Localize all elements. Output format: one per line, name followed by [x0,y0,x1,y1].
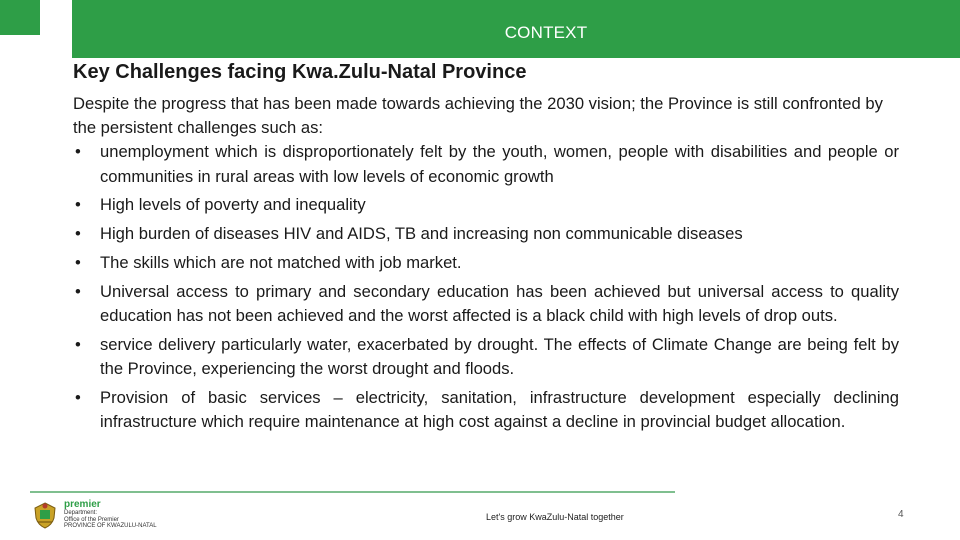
list-item-text: Provision of basic services – electricity, sanitation, infrastructure development especially declining infrastructure which require maintenance at high cost against a decline in provincial budget allocation. [100,387,899,431]
list-item [73,386,899,434]
org-line-1: Department: [64,510,98,516]
list-item-text: service delivery particularly water, exacerbated by drought. The effects of Climate Change are being felt by the Province, experiencing the worst drought and floods. [100,334,899,378]
list-item [73,193,899,217]
page-heading: Key Challenges facing Kwa.Zulu-Natal Province [73,61,527,83]
footer-tagline: Let's grow KwaZulu-Natal together [486,512,624,522]
list-item [73,280,899,328]
bullet-icon: • [75,195,81,215]
bullet-icon: • [75,387,81,407]
bullet-icon: • [75,253,81,272]
list-item-text: High levels of poverty and inequality [100,195,366,215]
corner-accent-square [0,0,40,35]
org-line-3: PROVINCE OF KWAZULU-NATAL [64,523,157,529]
body-content [73,92,899,434]
intro-paragraph: Despite the progress that has been made towards achieving the 2030 vision; the Province is still confronted by the persistent challenges such as: [73,94,883,138]
coat-of-arms-icon [30,500,60,530]
bullet-icon: • [75,334,81,354]
list-item-text: High burden of diseases HIV and AIDS, TB and increasing non communicable diseases [100,224,743,244]
footer-org-block [64,499,157,530]
footer-divider [30,491,675,493]
list-item [73,333,899,381]
org-name: premier [64,499,101,510]
page-number: 4 [898,509,904,520]
list-item [73,140,899,188]
challenge-list [73,140,899,434]
bullet-icon: • [75,142,81,162]
bullet-icon: • [75,281,81,301]
header-title: CONTEXT [504,23,588,42]
list-item [73,251,899,275]
list-item [73,222,899,246]
list-item-text: unemployment which is disproportionately felt by the youth, women, people with disabilities and people or communities in rural areas with low levels of economic growth [100,142,899,186]
list-item-text: Universal access to primary and secondary education has been achieved but universal access to quality education has not been achieved and the worst affected is a black child with high levels of drop outs. [100,281,899,325]
list-item-text: The skills which are not matched with job market. [100,253,462,272]
org-line-2: Office of the Premier [64,516,119,523]
bullet-icon: • [75,224,81,244]
header-bar [72,0,960,58]
